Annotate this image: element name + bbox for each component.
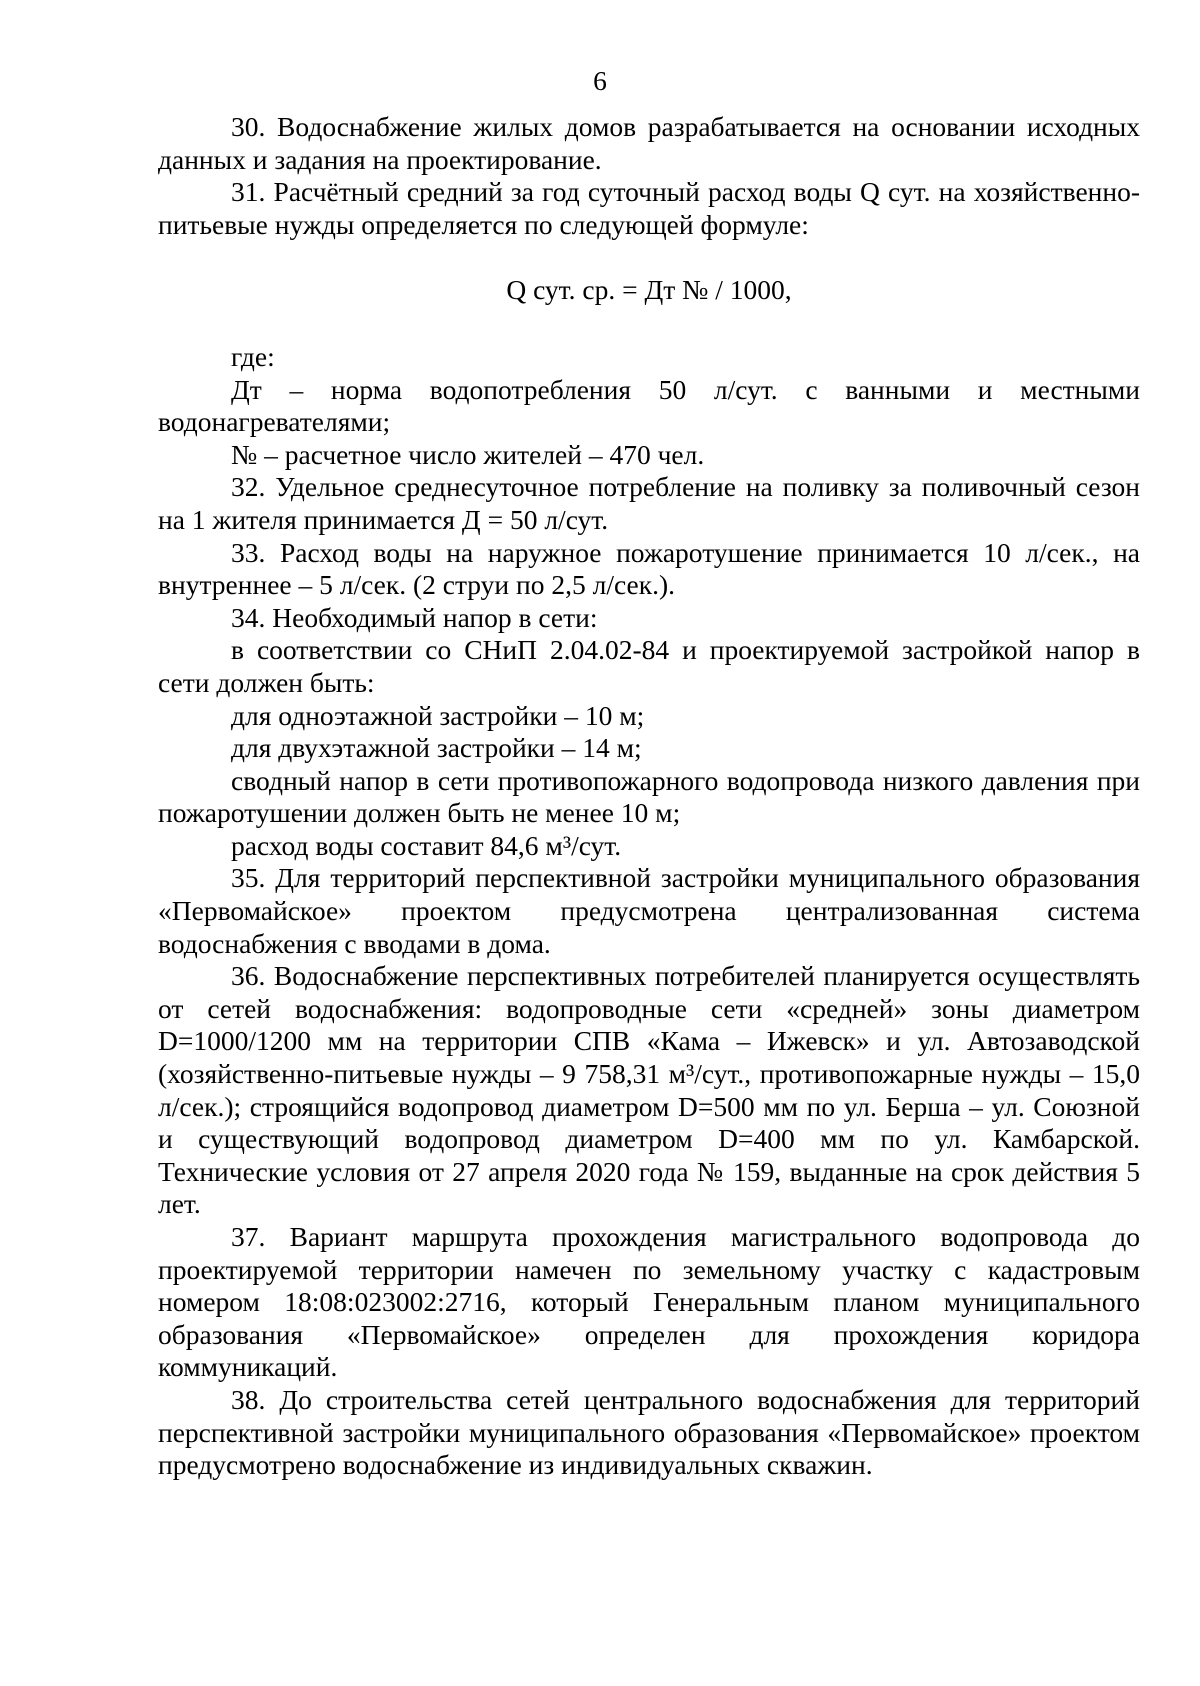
definition-number: № – расчетное число жителей – 470 чел.: [231, 438, 705, 470]
definition-dt: Дт – норма водопотребления 50 л/сут. с ванными и местными водонагревателями;: [158, 373, 1140, 438]
paragraph-34-consumption: расход воды составит 84,6 м³/сут.: [231, 829, 622, 861]
formula: Q сут. ср. = Дт № / 1000,: [506, 274, 792, 306]
paragraph-34-two-storey: для двухэтажной застройки – 14 м;: [231, 732, 642, 764]
where-label: где:: [231, 340, 275, 372]
page-number: 6: [593, 65, 607, 96]
paragraph-34-one-storey: для одноэтажной застройки – 10 м;: [231, 699, 645, 731]
paragraph-36: 36. Водоснабжение перспективных потребителей планируется осуществлять от сетей водоснабжения: водопроводные сети «средней» зоны диаметром D=1000/1200 мм на территории СПВ «Кама – Ижевск» и ул. Автозаводской (хозяйственно-питьевые нужды – 9 758,31 м³/сут., противопожарные нужды – 15,0 л/сек.); строящийся водопровод диаметром D=500 мм по ул. Берша – ул. Союзной и существующий водопровод диаметром D=400 мм по ул. Камбарской. Технические условия от 27 апреля 2020 года № 159, выданные на срок действия 5 лет.: [158, 960, 1140, 1220]
paragraph-38: 38. До строительства сетей центрального водоснабжения для территорий перспективной застройки муниципального образования «Первомайское» проектом предусмотрено водоснабжение из индивидуальных скважин.: [158, 1383, 1140, 1481]
paragraph-34: 34. Необходимый напор в сети:: [231, 601, 598, 633]
paragraph-33: 33. Расход воды на наружное пожаротушение принимается 10 л/сек., на внутреннее – 5 л/сек. (2 струи по 2,5 л/сек.).: [158, 536, 1140, 601]
paragraph-37: 37. Вариант маршрута прохождения магистрального водопровода до проектируемой территории намечен по земельному участку с кадастровым номером 18:08:023002:2716, который Генеральным планом муниципального образования «Первомайское» определен для прохождения коридора коммуникаций.: [158, 1221, 1140, 1383]
document-body: [158, 111, 1140, 1482]
paragraph-30: 30. Водоснабжение жилых домов разрабатывается на основании исходных данных и задания на проектирование.: [158, 111, 1140, 175]
paragraph-31: 31. Расчётный средний за год суточный расход воды Q сут. на хозяйственно-питьевые нужды определяется по следующей формуле:: [158, 176, 1140, 240]
paragraph-35: 35. Для территорий перспективной застройки муниципального образования «Первомайское» проектом предусмотрена централизованная система водоснабжения с вводами в дома.: [158, 862, 1140, 959]
paragraph-34-intro: в соответствии со СНиП 2.04.02-84 и проектируемой застройкой напор в сети должен быть:: [158, 634, 1140, 698]
paragraph-34-fire-pressure: сводный напор в сети противопожарного водопровода низкого давления при пожаротушении должен быть не менее 10 м;: [158, 764, 1140, 829]
paragraph-32: 32. Удельное среднесуточное потребление на поливку за поливочный сезон на 1 жителя принимается Д = 50 л/сут.: [158, 471, 1140, 535]
